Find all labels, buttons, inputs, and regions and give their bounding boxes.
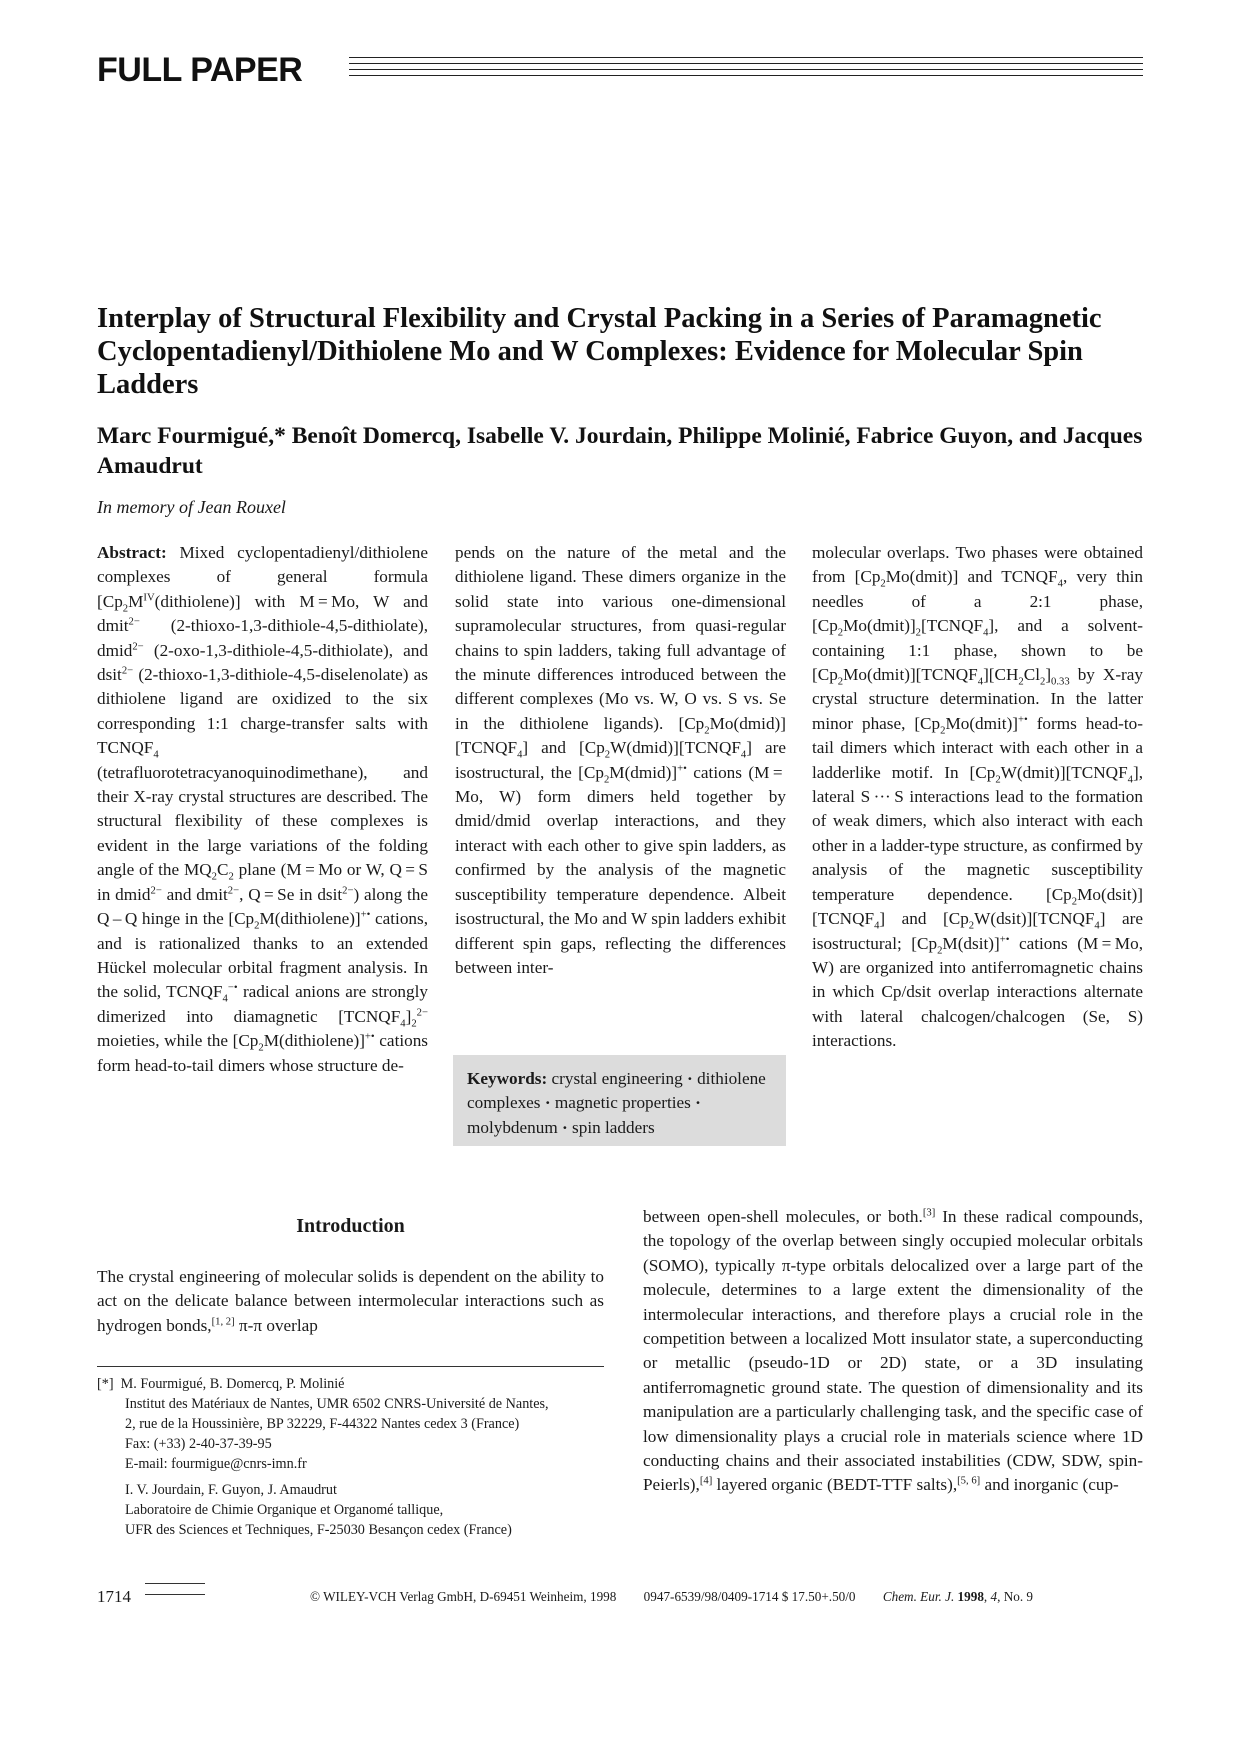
footnote-marker: [*] [97, 1376, 114, 1392]
keyword: molybdenum [467, 1117, 558, 1137]
keyword: crystal engineering [551, 1069, 683, 1088]
article-title: Interplay of Structural Flexibility and Crystal Packing in a Series of Paramagnetic Cyclopentadienyl/Dithiolene Mo and W Complexes: Evidence for Molecular Spin Ladders [97, 303, 1102, 400]
affiliation-footnote [97, 1374, 604, 1540]
footnote-names-1: M. Fourmigué, B. Domercq, P. Molinié [120, 1376, 345, 1392]
abstract-column-2: pends on the nature of the metal and the dithiolene ligand. These dimers organize in the solid state into various one-dimensional supramolecular structures, from quasi-regular chains to spin ladders, taking full advantage of the minute differences introduced between the different complexes (Mo vs. W, O vs. S vs. Se in the dithiolene ligands). $[Cp_2Mo(dmid)][TCNQF_4]$ and $[Cp_2W(dmid)][TCNQF_4]$ are isostructural, the $[Cp_2M(dmid)]^{+•}$ cations (M = Mo, W) form dimers held together by dmid/dmid overlap interactions, and they interact with each other to give spin ladders, as confirmed by the analysis of the magnetic susceptibility temperature dependence. Albeit isostructural, the Mo and W spin ladders exhibit different spin gaps, reflecting the differences between inter- [455, 543, 786, 977]
keyword-separator: · [687, 1069, 693, 1088]
abstract-column-3: molecular overlaps. Two phases were obtained from $[Cp_2Mo(dmit)]$ and $TCNQF_4$, very thin needles of a 2:1 phase, $[Cp_2Mo(dmit)]_2[TCNQF_4]$, and a solvent-containing 1:1 phase, shown to be $[Cp_2Mo(dmit)][TCNQF_4][CH_2Cl_2]_{0.33}$ by X-ray crystal structure determination. In the latter minor phase, $[Cp_2Mo(dmit)]^{+•}$ forms head-to-tail dimers which interact with each other in a ladderlike motif. In $[Cp_2W(dmit)][TCNQF_4]$, lateral S ··· S interactions lead to the formation of weak dimers, which also interact with each other in a ladder-type structure, as confirmed by analysis of the magnetic susceptibility temperature dependence. $[Cp_2Mo(dsit)][TCNQF_4]$ and $[Cp_2W(dsit)][TCNQF_4]$ are isostructural; $[Cp_2M(dsit)]^{+•}$ cations (M = Mo, W) are organized into antiferromagnetic chains in which Cp/dsit overlap interactions alternate with lateral chalcogen/chalcogen (Se, S) interactions. [812, 543, 1143, 1051]
keyword-separator: · [544, 1093, 551, 1113]
page-number-rules [145, 1583, 205, 1605]
keyword-separator: · [562, 1117, 568, 1137]
footer-publisher: © WILEY-VCH Verlag GmbH, D-69451 Weinheim, 1998 [310, 1589, 617, 1604]
introduction-heading: Introduction [296, 1215, 405, 1237]
footnote-institute-2: Laboratoire de Chimie Organique et Organomé tallique, [125, 1502, 444, 1518]
author-list: Marc Fourmigué,* Benoît Domercq, Isabelle V. Jourdain, Philippe Molinié, Fabrice Guyon, and Jacques Amaudrut [97, 423, 1143, 479]
footnote-email: E-mail: fourmigue@cnrs-imn.fr [125, 1456, 307, 1472]
keyword: magnetic properties [554, 1093, 691, 1113]
footnote-address-1: 2, rue de la Houssinière, BP 32229, F-44322 Nantes cedex 3 (France) [125, 1416, 520, 1432]
introduction-column-2: between open-shell molecules, or both.[3] In these radical compounds, the topology of the overlap between singly occupied molecular orbitals (SOMO), typically π-type orbitals delocalized over a large part of the molecule, determines to a large extent the dimensionality of the intermolecular interactions, and therefore plays a crucial role in the competition between a localized Mott insulator state, a superconducting or metallic (pseudo-1D or 2D) state, or a 3D insulating antiferromagnetic ground state. The question of dimensionality and its manipulation are a particularly challenging task, and the specific case of low dimensionality plays a crucial role in materials science where 1D conducting chains and their associated instabilities (CDW, SDW, spin-Peierls),[4] layered organic (BEDT-TTF salts),[5, 6] and inorganic (cup- [643, 1207, 1143, 1495]
header-rules [349, 57, 1143, 81]
keyword: dithiolene complexes [467, 1069, 766, 1113]
abstract-label: Abstract: [97, 543, 167, 562]
journal-year: 1998 [957, 1589, 984, 1604]
journal-volume: 4 [990, 1589, 998, 1604]
keywords-label: Keywords: [467, 1069, 548, 1088]
section-label: FULL PAPER [97, 51, 303, 89]
footer-issn: 0947-6539/98/0409-1714 $ 17.50+.50/0 [643, 1589, 856, 1604]
dedication: In memory of Jean Rouxel [97, 497, 286, 517]
footnote-fax: Fax: (+33) 2-40-37-39-95 [125, 1436, 272, 1452]
footnote-institute-1: Institut des Matériaux de Nantes, UMR 6502 CNRS-Université de Nantes, [125, 1396, 549, 1412]
introduction-column-1: The crystal engineering of molecular solids is dependent on the ability to act on the delicate balance between intermolecular interactions such as hydrogen bonds,[1, 2] π-π overlap [97, 1267, 604, 1335]
abstract-column-1: Abstract: Mixed cyclopentadienyl/dithiolene complexes of general formula $[Cp_2M^{IV}(dithiolene)]$ with M = Mo, W and dmit$^{2-}$ (2-thioxo-1,3-dithiole-4,5-dithiolate), dmid$^{2-}$ (2-oxo-1,3-dithiole-4,5-dithiolate), and dsit$^{2-}$ (2-thioxo-1,3-dithiole-4,5-diselenolate) as dithiolene ligand are oxidized to the six corresponding 1:1 charge-transfer salts with $TCNQF_4$ (tetrafluorotetracyanoquinodimethane), and their X-ray crystal structures are described. The structural flexibility of these complexes is evident in the large variations of the folding angle of the $MQ_2C_2$ plane (M = Mo or W, Q = S in dmid$^{2-}$ and dmit$^{2-}$, Q = Se in dsit$^{2-}$) along the Q – Q hinge in the $[Cp_2M(dithiolene)]^{+•}$ cations, and is rationalized thanks to an extended Hückel molecular orbital fragment analysis. In the solid, $TCNQF_4^{-•}$ radical anions are strongly dimerized into diamagnetic $[TCNQF_4]_2^{2-}$ moieties, while the $[Cp_2M(dithiolene)]^{+•}$ cations form head-to-tail dimers whose structure de- [97, 543, 428, 1075]
journal-issue: No. 9 [1003, 1589, 1034, 1604]
footnote-names-2: I. V. Jourdain, F. Guyon, J. Amaudrut [125, 1482, 337, 1498]
footer-line [310, 1589, 1143, 1605]
journal-name: Chem. Eur. J. [882, 1589, 955, 1604]
keyword: spin ladders [572, 1117, 655, 1137]
keywords-box [453, 1055, 786, 1146]
page-number: 1714 [97, 1587, 131, 1606]
footer-citation: Chem. Eur. J. 1998, 4, No. 9 [882, 1589, 1034, 1604]
footnote-address-2: UFR des Sciences et Techniques, F-25030 Besançon cedex (France) [125, 1522, 512, 1538]
footnote-rule [97, 1366, 604, 1367]
keyword-separator: · [695, 1093, 701, 1113]
